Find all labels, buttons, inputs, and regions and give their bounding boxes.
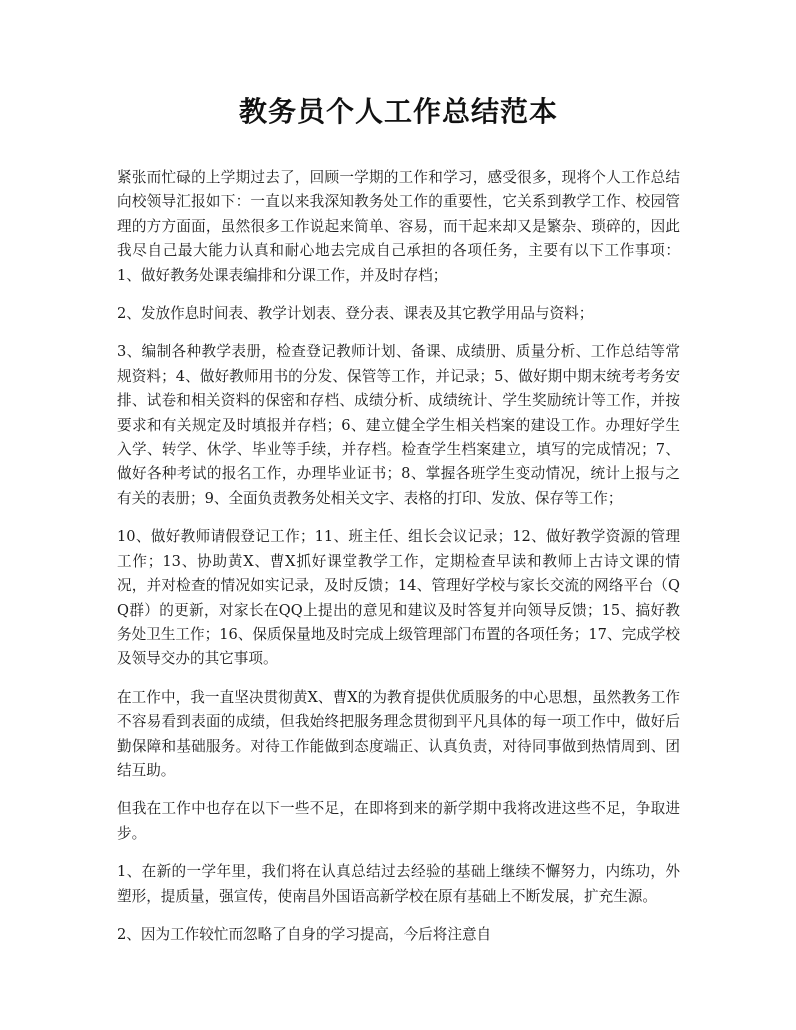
paragraph-items-3-9: 3、编制各种教学表册，检查登记教师计划、备课、成绩册、质量分析、工作总结等常规资料；4、做好教师用书的分发、保管等工作，并记录；5、做好期中期末统考考务安排、试卷和相关资料的保密和存档、成绩分析、成绩统计、学生奖励统计等工作，并按要求和有关规定及时填报并存档；6、建立健全学生相关档案的建设工作。办理好学生入学、转学、休学、毕业等手续，并存档。检查学生档案建立，填写的完成情况；7、做好各种考试的报名工作，办理毕业证书；8、掌握各班学生变动情况，统计上报与之有关的表册；9、全面负责教务处相关文字、表格的打印、发放、保存等工作； — [117, 343, 680, 507]
document-title: 教务员个人工作总结范本 — [238, 95, 558, 128]
paragraph-improvement-2: 2、因为工作较忙而忽略了自身的学习提高，今后将注意自 — [117, 925, 492, 943]
paragraph-service-philosophy: 在工作中，我一直坚决贯彻黄X、曹X的为教育提供优质服务的中心思想，虽然教务工作不容易看到表面的成绩，但我始终把服务理念贯彻到平凡具体的每一项工作中，做好后勤保障和基础服务。对待工作能做到态度端正、认真负责，对待同事做到热情周到、团结互助。 — [117, 688, 680, 779]
paragraph-items-10-17: 10、做好教师请假登记工作；11、班主任、组长会议记录；12、做好教学资源的管理工作；13、协助黄X、曹X抓好课堂教学工作，定期检查早读和教师上古诗文课的情况，并对检查的情况如实记录，及时反馈；14、管理好学校与家长交流的网络平台（QQ群）的更新，对家长在QQ上提出的意见和建议及时答复并向领导反馈；15、搞好教务处卫生工作；16、保质保量地及时完成上级管理部门布置的各项任务；17、完成学校及领导交办的其它事项。 — [117, 528, 680, 668]
paragraph-shortcomings: 但我在工作中也存在以下一些不足，在即将到来的新学期中我将改进这些不足，争取进步。 — [117, 800, 680, 842]
paragraph-improvement-1: 1、在新的一学年里，我们将在认真总结过去经验的基础上继续不懈努力，内练功，外塑形，提质量，强宣传，使南昌外国语高新学校在原有基础上不断发展，扩充生源。 — [117, 863, 680, 905]
paragraph-intro: 紧张而忙碌的上学期过去了，回顾一学期的工作和学习，感受很多，现将个人工作总结向校领导汇报如下：一直以来我深知教务处工作的重要性，它关系到教学工作、校园管理的方方面面，虽然很多工作说起来简单、容易，而干起来却又是繁杂、琐碎的，因此我尽自己最大能力认真和耐心地去完成自己承担的各项任务，主要有以下工作事项：1、做好教务处课表编排和分课工作，并及时存档； — [117, 169, 680, 284]
paragraph-item-2: 2、发放作息时间表、教学计划表、登分表、课表及其它教学用品与资料； — [117, 305, 594, 323]
